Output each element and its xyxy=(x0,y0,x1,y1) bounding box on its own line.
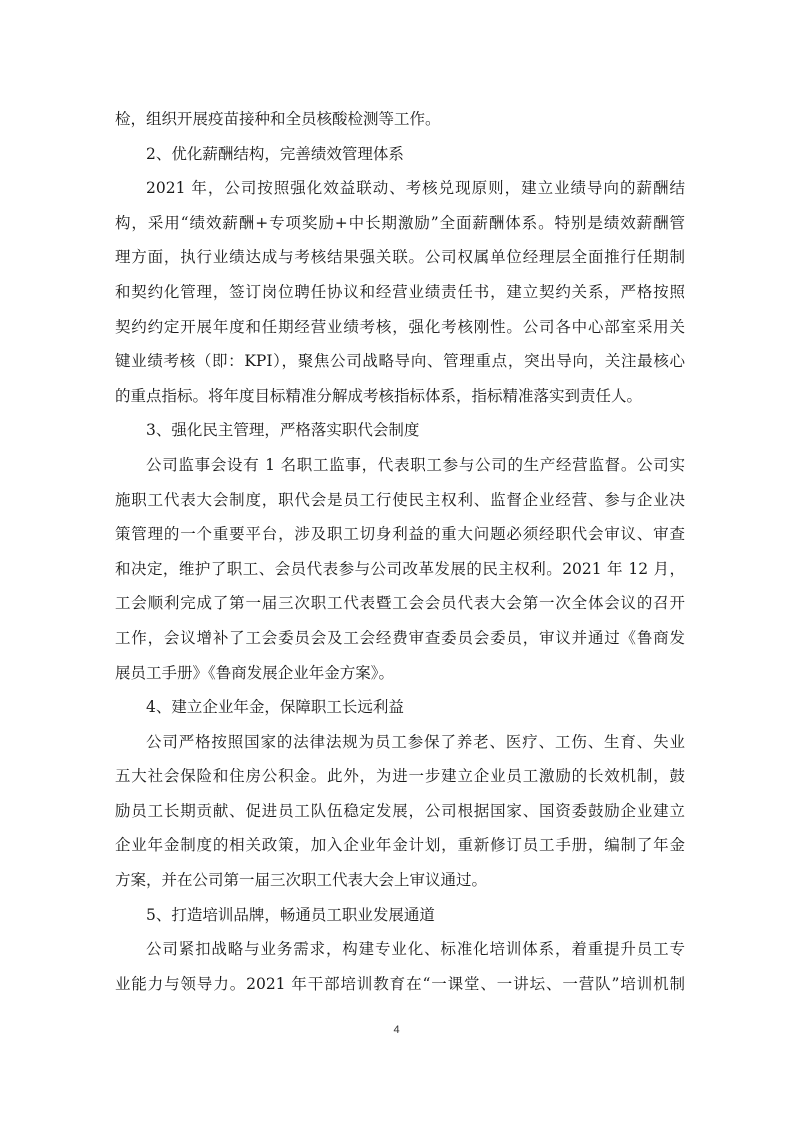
body-text-line: 施职工代表大会制度，职代会是员工行使民主权利、监督企业经营、参与企业决 xyxy=(115,490,685,509)
body-text-line: 和决定，维护了职工、会员代表参与公司改革发展的民主权利。2021 年 12 月， xyxy=(115,559,685,578)
paragraph-last-line: 方案，并在公司第一届三次职工代表大会上审议通过。 xyxy=(115,871,488,890)
body-text-line: 和契约化管理，签订岗位聘任协议和经营业绩责任书，建立契约关系，严格按照 xyxy=(115,282,685,301)
body-text-line: 契约约定开展年度和任期经营业绩考核，强化考核刚性。公司各中心部室采用关 xyxy=(115,317,685,336)
body-text-line: 键业绩考核（即：KPI），聚焦公司战略导向、管理重点，突出导向，关注最核心 xyxy=(115,352,685,371)
paragraph-last-line: 展员工手册》《鲁商发展企业年金方案》。 xyxy=(115,663,395,682)
section-heading: 3、强化民主管理，严格落实职代会制度 xyxy=(146,421,420,440)
paragraph-first-line: 公司严格按照国家的法律法规为员工参保了养老、医疗、工伤、生育、失业 xyxy=(146,732,685,751)
body-text-line: 企业年金制度的相关政策，加入企业年金计划，重新修订员工手册，编制了年金 xyxy=(115,836,685,855)
paragraph-last-line: 的重点指标。将年度目标精准分解成考核指标体系，指标精准落实到责任人。 xyxy=(115,386,643,405)
body-text-line: 业能力与领导力。2021 年干部培训教育在“一课堂、一讲坛、一营队”培训机制 xyxy=(115,974,685,993)
paragraph-last-line: 检，组织开展疫苗接种和全员核酸检测等工作。 xyxy=(115,110,441,128)
document-body xyxy=(115,102,685,1001)
section-heading: 4、建立企业年金，保障职工长远利益 xyxy=(146,698,404,717)
body-text-line: 励员工长期贡献、促进员工队伍稳定发展，公司根据国家、国资委鼓励企业建立 xyxy=(115,801,685,820)
body-text-line: 工会顺利完成了第一届三次职工代表暨工会会员代表大会第一次全体会议的召开 xyxy=(115,594,685,613)
paragraph-first-line: 公司监事会设有 1 名职工监事，代表职工参与公司的生产经营监督。公司实 xyxy=(146,455,685,474)
body-text-line: 构，采用“绩效薪酬+专项奖励+中长期激励”全面薪酬体系。特别是绩效薪酬管 xyxy=(115,213,685,232)
paragraph-first-line: 公司紧扣战略与业务需求，构建专业化、标准化培训体系，着重提升员工专 xyxy=(146,940,685,959)
section-heading: 5、打造培训品牌，畅通员工职业发展通道 xyxy=(146,905,435,924)
paragraph-first-line: 2021 年，公司按照强化效益联动、考核兑现原则，建立业绩导向的薪酬结 xyxy=(146,179,685,198)
page-number: 4 xyxy=(393,1024,400,1036)
body-text-line: 策管理的一个重要平台，涉及职工切身利益的重大问题必须经职代会审议、审查 xyxy=(115,525,685,544)
body-text-line: 五大社会保险和住房公积金。此外，为进一步建立企业员工激励的长效机制，鼓 xyxy=(115,767,685,786)
body-text-line: 工作，会议增补了工会委员会及工会经费审查委员会委员，审议并通过《鲁商发 xyxy=(115,628,685,647)
body-text-line: 理方面，执行业绩达成与考核结果强关联。公司权属单位经理层全面推行任期制 xyxy=(115,248,685,267)
section-heading: 2、优化薪酬结构，完善绩效管理体系 xyxy=(146,144,404,163)
